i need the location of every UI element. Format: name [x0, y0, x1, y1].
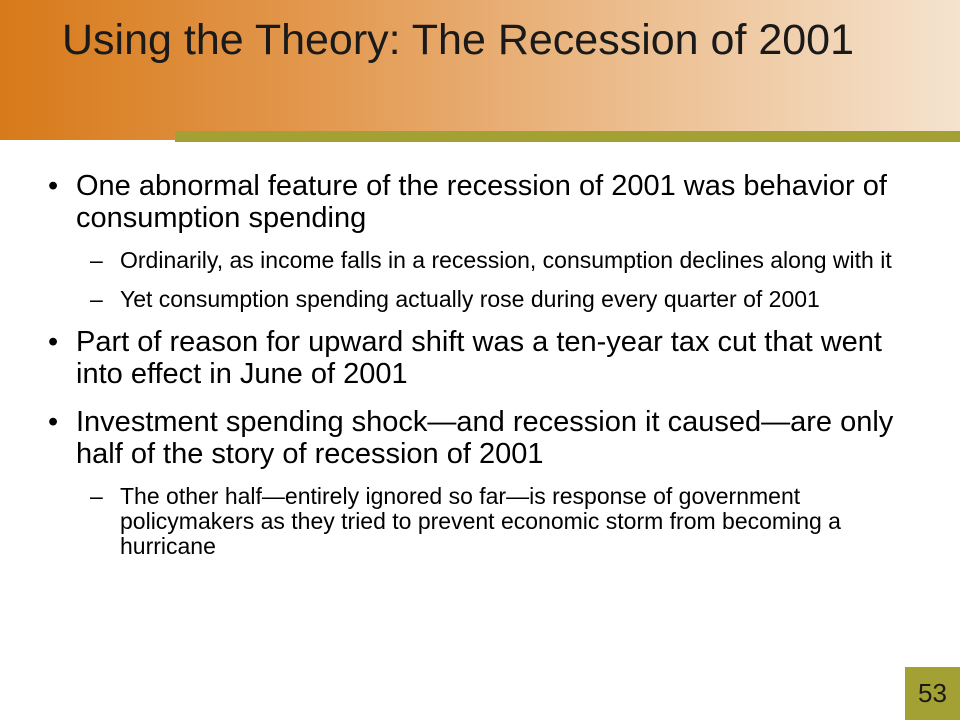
bullet-text: One abnormal feature of the recession of 2001 was behavior of consumption spending: [76, 170, 887, 234]
bullet-text: Part of reason for upward shift was a ten-year tax cut that went into effect in June of 2001: [76, 326, 882, 390]
sub-bullet-text: Ordinarily, as income falls in a recession, consumption declines along with it: [120, 247, 892, 273]
sub-bullet-income-falls: [48, 248, 928, 273]
bullet-mark: •: [48, 326, 59, 358]
slide-content: [48, 170, 928, 573]
dash-mark: –: [90, 286, 103, 312]
sub-bullet-text: Yet consumption spending actually rose during every quarter of 2001: [120, 286, 820, 312]
bullet-tax-cut: [48, 326, 928, 390]
slide-title: Using the Theory: The Recession of 2001: [62, 16, 854, 64]
page-number: 53: [905, 667, 960, 720]
sub-bullet-text: The other half—entirely ignored so far—is response of government policymakers as they tried to prevent economic storm from becoming a hurricane: [120, 483, 841, 559]
sub-bullet-policymakers: [48, 484, 928, 559]
bullet-mark: •: [48, 170, 59, 202]
accent-bar: [175, 131, 960, 142]
bullet-text: Investment spending shock—and recession it caused—are only half of the story of recession of 2001: [76, 406, 894, 470]
bullet-mark: •: [48, 406, 59, 438]
dash-mark: –: [90, 483, 103, 509]
dash-mark: –: [90, 247, 103, 273]
bullet-investment-shock: [48, 406, 928, 470]
bullet-consumption-feature: [48, 170, 928, 234]
sub-bullet-consumption-rose: [48, 287, 928, 312]
